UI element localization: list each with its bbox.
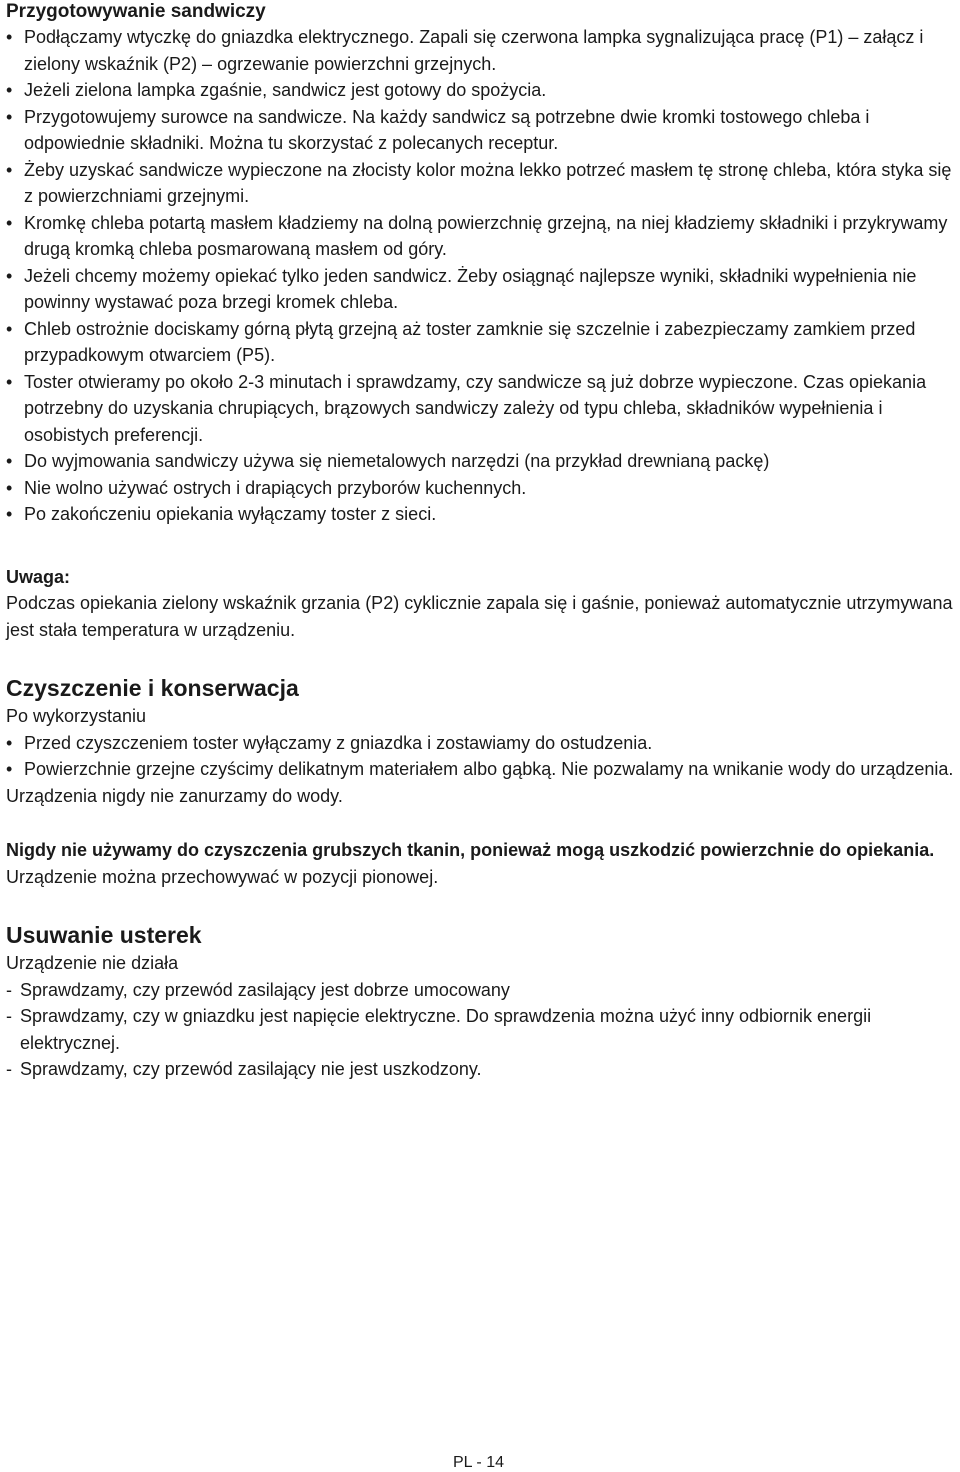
cleaning-list	[6, 730, 956, 783]
list-item: • Nie wolno używać ostrych i drapiących przyborów kuchennych.	[6, 475, 956, 502]
section-title-cleaning: Czyszczenie i konserwacja	[6, 675, 299, 701]
list-item: • Żeby uzyskać sandwicze wypieczone na złocisty kolor można lekko potrzeć masłem tę stronę chleba, która styka się z powierzchniami grzejnymi.	[6, 157, 956, 210]
list-item: • Po zakończeniu opiekania wyłączamy toster z sieci.	[6, 501, 956, 528]
list-item: • Do wyjmowania sandwiczy używa się niemetalowych narzędzi (na przykład drewnianą packę)	[6, 448, 956, 475]
list-item: - Sprawdzamy, czy przewód zasilający jest dobrze umocowany	[6, 977, 956, 1004]
section-title-preparation: Przygotowywanie sandwiczy	[6, 1, 266, 22]
troubleshooting-list	[6, 977, 956, 1083]
section-title-troubleshooting: Usuwanie usterek	[6, 922, 202, 948]
list-item: • Jeżeli chcemy możemy opiekać tylko jeden sandwicz. Żeby osiągnąć najlepsze wyniki, składniki wypełnienia nie powinny wystawać poza brzegi kromek chleba.	[6, 263, 956, 316]
list-item: • Powierzchnie grzejne czyścimy delikatnym materiałem albo gąbką. Nie pozwalamy na wnikanie wody do urządzenia.	[6, 756, 956, 783]
list-item: • Kromkę chleba potartą masłem kładziemy na dolną powierzchnię grzejną, na niej kładziemy składniki i przykrywamy drugą kromką chleba posmarowaną masłem od góry.	[6, 210, 956, 263]
page-number: PL - 14	[453, 1454, 504, 1471]
list-item: - Sprawdzamy, czy przewód zasilający nie jest uszkodzony.	[6, 1056, 956, 1083]
list-item: - Sprawdzamy, czy w gniazdku jest napięcie elektryczne. Do sprawdzenia można użyć inny odbiornik energii elektrycznej.	[6, 1003, 956, 1056]
list-item: • Przygotowujemy surowce na sandwicze. Na każdy sandwicz są potrzebne dwie kromki tostowego chleba i odpowiednie składniki. Można tu skorzystać z polecanych receptur.	[6, 104, 956, 157]
storage-note: Urządzenie można przechowywać w pozycji pionowej.	[6, 866, 439, 887]
cleaning-warning: Nigdy nie używamy do czyszczenia grubszych tkanin, ponieważ mogą uszkodzić powierzchnie do opiekania.	[6, 840, 935, 860]
list-item: • Przed czyszczeniem toster wyłączamy z gniazdka i zostawiamy do ostudzenia.	[6, 730, 956, 757]
list-item: • Chleb ostrożnie dociskamy górną płytą grzejną aż toster zamknie się szczelnie i zabezpieczamy zamkiem przed przypadkowym otwarciem (P5).	[6, 316, 956, 369]
list-item: • Toster otwieramy po około 2-3 minutach i sprawdzamy, czy sandwicze są już dobrze wypieczone. Czas opiekania potrzebny do uzyskania chrupiących, brązowych sandwiczy zależy od typu chleba, składników wypełnienia i osobistych preferencji.	[6, 369, 956, 449]
list-item: • Podłączamy wtyczkę do gniazdka elektrycznego. Zapali się czerwona lampka sygnalizująca pracę (P1) – załącz i zielony wskaźnik (P2) – ogrzewanie powierzchni grzejnych.	[6, 24, 956, 77]
troubleshooting-intro: Urządzenie nie działa	[6, 953, 179, 973]
note-label: Uwaga:	[6, 566, 71, 587]
preparation-list	[6, 24, 956, 528]
list-item: • Jeżeli zielona lampka zgaśnie, sandwicz jest gotowy do spożycia.	[6, 77, 956, 104]
note-text: Podczas opiekania zielony wskaźnik grzania (P2) cyklicznie zapala się i gaśnie, ponieważ automatycznie utrzymywana jest stała temperatura w urządzeniu.	[6, 593, 953, 640]
cleaning-after: Urządzenia nigdy nie zanurzamy do wody.	[6, 785, 343, 806]
cleaning-intro: Po wykorzystaniu	[6, 706, 147, 726]
document-page	[6, 0, 956, 1083]
